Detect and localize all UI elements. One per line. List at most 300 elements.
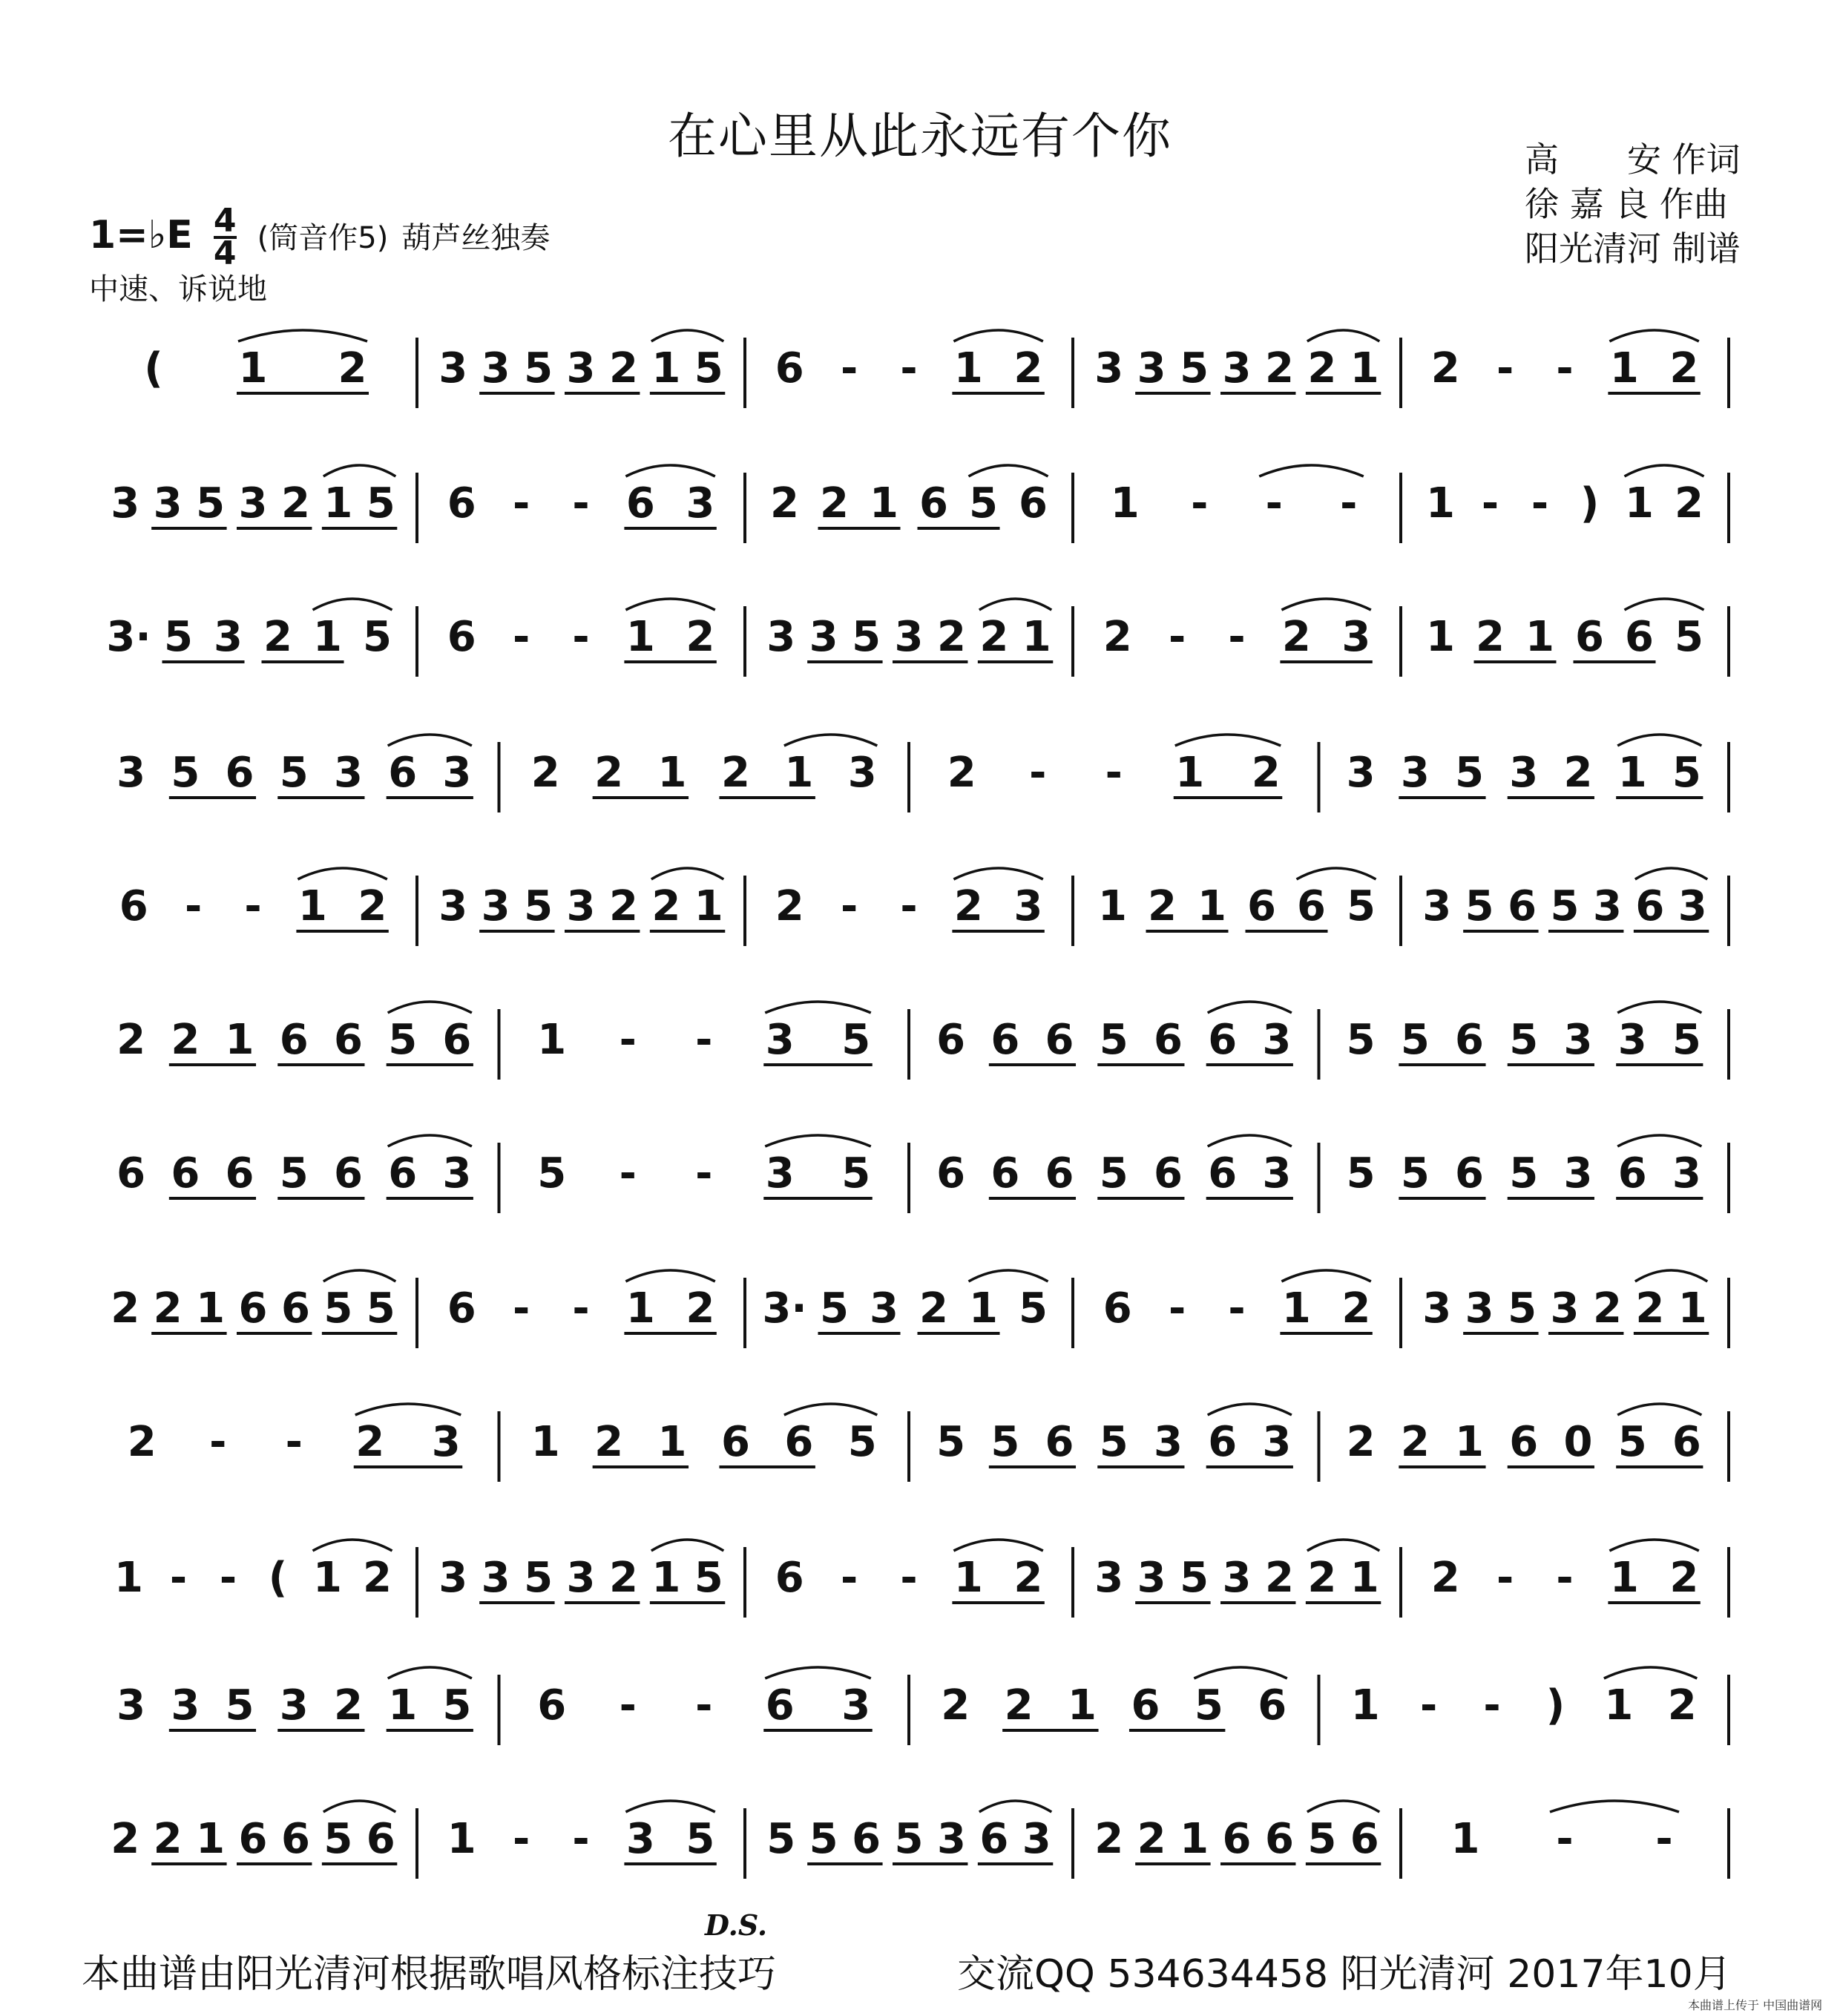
note-2: 2: [1264, 344, 1294, 393]
note-6: 6: [280, 1284, 310, 1333]
note-x: -: [695, 1149, 713, 1198]
note-1: 1: [313, 1554, 342, 1602]
note-1: 1: [657, 1418, 687, 1466]
note-3: 3: [1137, 1554, 1166, 1602]
measure: [1422, 1270, 1709, 1333]
note-1: 1: [1068, 1681, 1097, 1730]
note-x: -: [1481, 479, 1499, 528]
note-x: -: [512, 479, 530, 528]
note-2: 2: [1307, 344, 1337, 393]
note-5: 5: [279, 749, 309, 797]
note-6: 6: [625, 479, 655, 528]
note-3: 3: [1094, 344, 1124, 393]
measure: [936, 1002, 1293, 1065]
note-5: 5: [1550, 882, 1580, 930]
measure: [128, 1404, 462, 1467]
measure: [111, 1270, 397, 1333]
note-3: 3: [238, 479, 268, 528]
slur: [323, 1270, 395, 1281]
note-6: 6: [119, 882, 148, 930]
measure: [531, 735, 878, 798]
row-8: [0, 1259, 1840, 1370]
note-5: 5: [1400, 1149, 1430, 1198]
note-6: 6: [765, 1681, 795, 1730]
note-x: -: [695, 1016, 713, 1064]
slur: [651, 330, 723, 341]
note-x: -: [184, 882, 203, 930]
note-1: 1: [225, 1016, 254, 1064]
measure: [119, 868, 389, 931]
row-5: [0, 857, 1840, 968]
note-6: 6: [116, 1149, 146, 1198]
row-11-staff: [0, 1656, 1840, 1767]
note-x: -: [900, 882, 918, 930]
measure: [1426, 465, 1703, 528]
note-2: 2: [1094, 1815, 1124, 1863]
note-1: 1: [238, 344, 268, 393]
note-x: ): [1545, 1681, 1565, 1730]
note-x: -: [572, 479, 590, 528]
slur: [313, 1540, 392, 1551]
measure: [144, 330, 369, 393]
note-0: 0: [1563, 1418, 1593, 1466]
note-x: -: [900, 1554, 918, 1602]
note-1: 1: [1426, 479, 1455, 528]
note-5: 5: [1099, 1016, 1128, 1064]
row-2-staff: [0, 454, 1840, 565]
note-5: 5: [1307, 1815, 1337, 1863]
measure: [1422, 868, 1709, 931]
note-6: 6: [171, 1149, 200, 1198]
note-6: 6: [388, 749, 418, 797]
measure: [111, 465, 397, 528]
slur: [1208, 1135, 1292, 1146]
note-6: 6: [1208, 1149, 1238, 1198]
key-signature: [89, 202, 551, 272]
note-6: 6: [279, 1016, 309, 1064]
note-5: 5: [841, 1016, 871, 1064]
measure: [1094, 1540, 1381, 1603]
slur: [1609, 1540, 1698, 1551]
note-6: 6: [280, 1815, 310, 1863]
note-3: 3: [566, 882, 596, 930]
slur: [1635, 868, 1707, 879]
row-9-staff: [0, 1393, 1840, 1504]
note-3: 3: [1262, 1418, 1292, 1466]
note-3: 3: [1617, 1016, 1647, 1064]
note-3: 3: [1592, 882, 1622, 930]
note-3: 3: [214, 613, 243, 661]
note-3: 3: [431, 1418, 461, 1466]
note-3: 3: [1262, 1016, 1292, 1064]
measure: [1426, 599, 1703, 662]
note-6: 6: [990, 1149, 1020, 1198]
slur: [1550, 1801, 1679, 1812]
note-6: 6: [990, 1016, 1020, 1064]
note-5: 5: [1672, 749, 1701, 797]
note-3: 3: [1013, 882, 1043, 930]
note-5: 5: [524, 882, 553, 930]
slur: [1609, 330, 1698, 341]
note-6: 6: [1672, 1418, 1701, 1466]
measure: [1347, 735, 1703, 798]
tempo-marking: 中速、诉说地: [89, 272, 267, 306]
note-6: 6: [225, 749, 254, 797]
note-1: 1: [1350, 344, 1379, 393]
note-3: 3: [1094, 1554, 1124, 1602]
row-6: [0, 991, 1840, 1102]
note-2: 2: [1667, 1681, 1697, 1730]
note-6: 6: [366, 1815, 395, 1863]
slur: [1307, 1801, 1379, 1812]
note-2: 2: [171, 1016, 200, 1064]
note-x: (: [268, 1554, 288, 1602]
note-2: 2: [116, 1016, 146, 1064]
note-2: 2: [1004, 1681, 1034, 1730]
slur: [313, 599, 392, 610]
note-x: -: [1105, 749, 1123, 797]
credits-block: [1525, 137, 1741, 271]
note-3: 3: [847, 749, 877, 797]
note-1: 1: [313, 613, 342, 661]
note-5: 5: [1099, 1149, 1128, 1198]
note-6: 6: [1575, 613, 1604, 661]
note-2: 2: [1137, 1815, 1166, 1863]
note-2: 2: [153, 1815, 183, 1863]
note-5: 5: [363, 613, 392, 661]
note-3: 3: [809, 613, 838, 661]
note-2: 2: [775, 882, 804, 930]
note-x: -: [512, 613, 530, 661]
slur: [298, 868, 387, 879]
note-2: 2: [608, 882, 638, 930]
note-5: 5: [1465, 882, 1494, 930]
note-5: 5: [809, 1815, 838, 1863]
note-5: 5: [1194, 1681, 1223, 1730]
note-3x: 3·: [106, 613, 151, 661]
row-7-staff: [0, 1124, 1840, 1235]
note-x: -: [1168, 1284, 1186, 1333]
note-3: 3: [438, 344, 468, 393]
note-x: -: [1655, 1815, 1673, 1863]
note-2: 2: [1281, 613, 1311, 661]
note-2: 2: [1430, 1554, 1460, 1602]
note-5: 5: [894, 1815, 924, 1863]
note-1: 1: [1604, 1681, 1634, 1730]
note-6: 6: [720, 1418, 750, 1466]
note-5: 5: [442, 1681, 472, 1730]
note-1: 1: [953, 344, 983, 393]
note-6: 6: [936, 1149, 966, 1198]
slur: [625, 1270, 714, 1281]
note-1: 1: [784, 749, 814, 797]
measure: [537, 1135, 872, 1198]
measure: [438, 1540, 725, 1603]
note-6: 6: [784, 1418, 814, 1466]
measure: [947, 735, 1282, 798]
note-6: 6: [537, 1681, 567, 1730]
note-1: 1: [657, 749, 687, 797]
note-x: -: [1556, 1815, 1574, 1863]
row-7: [0, 1124, 1840, 1235]
note-5: 5: [969, 479, 998, 528]
note-x: -: [572, 1284, 590, 1333]
slur: [625, 599, 714, 610]
note-5: 5: [323, 1284, 353, 1333]
measure: [111, 1801, 397, 1864]
note-2: 2: [1476, 613, 1505, 661]
slur: [625, 1801, 714, 1812]
note-6: 6: [333, 1016, 363, 1064]
note-1: 1: [298, 882, 327, 930]
note-3: 3: [481, 1554, 510, 1602]
note-1: 1: [1450, 1815, 1480, 1863]
note-1: 1: [1455, 1418, 1485, 1466]
note-x: -: [1168, 613, 1186, 661]
measure: [1103, 1270, 1373, 1333]
measure: [1351, 1667, 1698, 1730]
note-6: 6: [775, 1554, 804, 1602]
note-1: 1: [530, 1418, 560, 1466]
slur: [969, 1270, 1048, 1281]
note-2: 2: [355, 1418, 385, 1466]
note-3: 3: [894, 613, 924, 661]
note-3: 3: [566, 344, 596, 393]
note-3: 3: [481, 344, 510, 393]
slur: [355, 1404, 461, 1415]
slur: [765, 1002, 871, 1013]
note-3: 3: [111, 479, 140, 528]
note-5: 5: [1180, 1554, 1209, 1602]
note-x: -: [285, 1418, 303, 1466]
slur: [784, 1404, 877, 1415]
note-2: 2: [280, 479, 310, 528]
note-x: -: [1496, 1554, 1514, 1602]
measure: [1098, 868, 1376, 931]
note-6: 6: [238, 1284, 268, 1333]
note-3: 3: [279, 1681, 309, 1730]
note-1: 1: [1022, 613, 1051, 661]
note-x: -: [1556, 344, 1574, 393]
note-1: 1: [447, 1815, 476, 1863]
measure: [116, 735, 473, 798]
note-x: (: [144, 344, 163, 393]
note-2: 2: [820, 479, 849, 528]
note-x: -: [1191, 479, 1209, 528]
measure: [1347, 1404, 1703, 1467]
note-x: ): [1580, 479, 1600, 528]
measure: [1111, 465, 1364, 528]
note-2: 2: [127, 1418, 157, 1466]
note-2: 2: [338, 344, 367, 393]
note-2: 2: [1148, 882, 1177, 930]
slur: [969, 465, 1048, 476]
note-5: 5: [164, 613, 193, 661]
note-6: 6: [1131, 1681, 1160, 1730]
row-9: [0, 1393, 1840, 1504]
note-3: 3: [1422, 1284, 1452, 1333]
note-6: 6: [225, 1149, 254, 1198]
note-6: 6: [1350, 1815, 1379, 1863]
slur: [1604, 1667, 1697, 1678]
note-5: 5: [1455, 749, 1485, 797]
score-title: 在心里从此永远有个你: [668, 108, 1172, 165]
measure: [766, 599, 1053, 662]
note-6: 6: [1045, 1418, 1074, 1466]
note-2: 2: [263, 613, 292, 661]
measure: [116, 1002, 473, 1065]
note-1: 1: [1678, 1284, 1707, 1333]
slur: [953, 868, 1042, 879]
measure: [762, 1270, 1048, 1333]
slur: [1635, 1270, 1707, 1281]
note-x: -: [1228, 613, 1246, 661]
footer-left-text: 本曲谱由阳光清河根据歌唱风格标注技巧: [82, 1952, 777, 1997]
note-6: 6: [1208, 1418, 1238, 1466]
slur: [765, 1135, 871, 1146]
note-5: 5: [196, 479, 226, 528]
note-3: 3: [153, 479, 183, 528]
measure: [770, 465, 1048, 528]
note-3: 3: [1222, 344, 1252, 393]
note-6: 6: [852, 1815, 881, 1863]
note-x: -: [1029, 749, 1047, 797]
slur: [1259, 465, 1364, 476]
note-3: 3: [566, 1554, 596, 1602]
note-2: 2: [1592, 1284, 1622, 1333]
note-x: -: [695, 1681, 713, 1730]
note-x: -: [219, 1554, 237, 1602]
measure: [1094, 1801, 1381, 1864]
note-3: 3: [1341, 613, 1371, 661]
note-6: 6: [1297, 882, 1326, 930]
note-1: 1: [323, 479, 353, 528]
note-1: 1: [1110, 479, 1140, 528]
note-3: 3: [1509, 749, 1539, 797]
note-2: 2: [530, 749, 560, 797]
slur: [625, 465, 714, 476]
note-5: 5: [766, 1815, 796, 1863]
row-3: [0, 588, 1840, 699]
note-x: -: [840, 1554, 858, 1602]
lyricist-credit: 高 安 作词: [1525, 139, 1741, 180]
note-1: 1: [651, 1554, 681, 1602]
footer-right-text: 交流QQ 534634458 阳光清河 2017年10月: [957, 1952, 1732, 1997]
note-x: -: [619, 1016, 637, 1064]
note-3: 3: [1400, 749, 1430, 797]
note-5: 5: [524, 1554, 553, 1602]
note-2: 2: [1341, 1284, 1371, 1333]
note-2: 2: [363, 1554, 392, 1602]
note-2: 2: [111, 1284, 140, 1333]
note-1: 1: [953, 1554, 983, 1602]
measure: [1347, 1002, 1703, 1065]
slur: [323, 465, 395, 476]
note-x: -: [572, 1815, 590, 1863]
measure: [1347, 1135, 1703, 1198]
note-x: -: [1531, 479, 1549, 528]
note-5: 5: [279, 1149, 309, 1198]
note-3x: 3·: [762, 1284, 807, 1333]
note-2: 2: [651, 882, 681, 930]
measure: [537, 1002, 872, 1065]
note-3: 3: [438, 882, 468, 930]
note-1: 1: [969, 1284, 998, 1333]
note-1: 1: [537, 1016, 567, 1064]
slur: [784, 735, 877, 746]
note-6: 6: [1635, 882, 1665, 930]
note-2: 2: [1264, 1554, 1294, 1602]
note-2: 2: [1669, 1554, 1699, 1602]
measure: [1451, 1801, 1679, 1863]
note-x: -: [619, 1149, 637, 1198]
row-4: [0, 723, 1840, 835]
slur: [979, 599, 1051, 610]
note-1: 1: [196, 1284, 226, 1333]
note-2: 2: [979, 613, 1009, 661]
note-3: 3: [1678, 882, 1707, 930]
slur: [388, 1667, 472, 1678]
measure: [438, 330, 725, 393]
note-2: 2: [1430, 344, 1460, 393]
note-x: -: [1556, 1554, 1574, 1602]
slur: [1625, 599, 1704, 610]
note-3: 3: [116, 1681, 146, 1730]
note-x: -: [840, 882, 858, 930]
note-5: 5: [366, 1284, 395, 1333]
row-3-staff: [0, 588, 1840, 699]
note-x: -: [840, 344, 858, 393]
note-x: -: [512, 1815, 530, 1863]
note-3: 3: [1137, 344, 1166, 393]
note-2: 2: [333, 1681, 363, 1730]
note-6: 6: [1103, 1284, 1132, 1333]
note-6: 6: [936, 1016, 966, 1064]
note-6: 6: [447, 1284, 476, 1333]
slur: [651, 1540, 723, 1551]
note-6: 6: [1625, 613, 1654, 661]
note-1: 1: [1525, 613, 1554, 661]
slur: [1194, 1667, 1287, 1678]
note-2: 2: [1103, 613, 1132, 661]
row-12-staff: [0, 1790, 1840, 1901]
note-6: 6: [1455, 1016, 1485, 1064]
key-label: 1=♭E: [89, 213, 193, 257]
slur: [953, 1540, 1042, 1551]
note-2: 2: [1675, 479, 1703, 528]
note-3: 3: [1563, 1016, 1593, 1064]
note-6: 6: [1045, 1016, 1074, 1064]
note-1: 1: [870, 479, 898, 528]
slur: [979, 1801, 1051, 1812]
tuning-note: (筒音作5): [257, 221, 389, 255]
slur: [1208, 1404, 1292, 1415]
note-x: -: [1265, 479, 1283, 528]
note-6: 6: [1208, 1016, 1238, 1064]
slur: [1281, 1270, 1370, 1281]
note-6: 6: [775, 344, 804, 393]
note-6: 6: [1153, 1016, 1183, 1064]
note-1: 1: [1175, 749, 1205, 797]
note-5: 5: [841, 1149, 871, 1198]
note-5: 5: [171, 749, 200, 797]
upload-credit: 本曲谱上传于 中国曲谱网: [1688, 1998, 1823, 2012]
note-3: 3: [1153, 1418, 1183, 1466]
row-12: [0, 1790, 1840, 1901]
note-6: 6: [1508, 882, 1537, 930]
measure: [1094, 330, 1381, 393]
slur: [1208, 1002, 1292, 1013]
